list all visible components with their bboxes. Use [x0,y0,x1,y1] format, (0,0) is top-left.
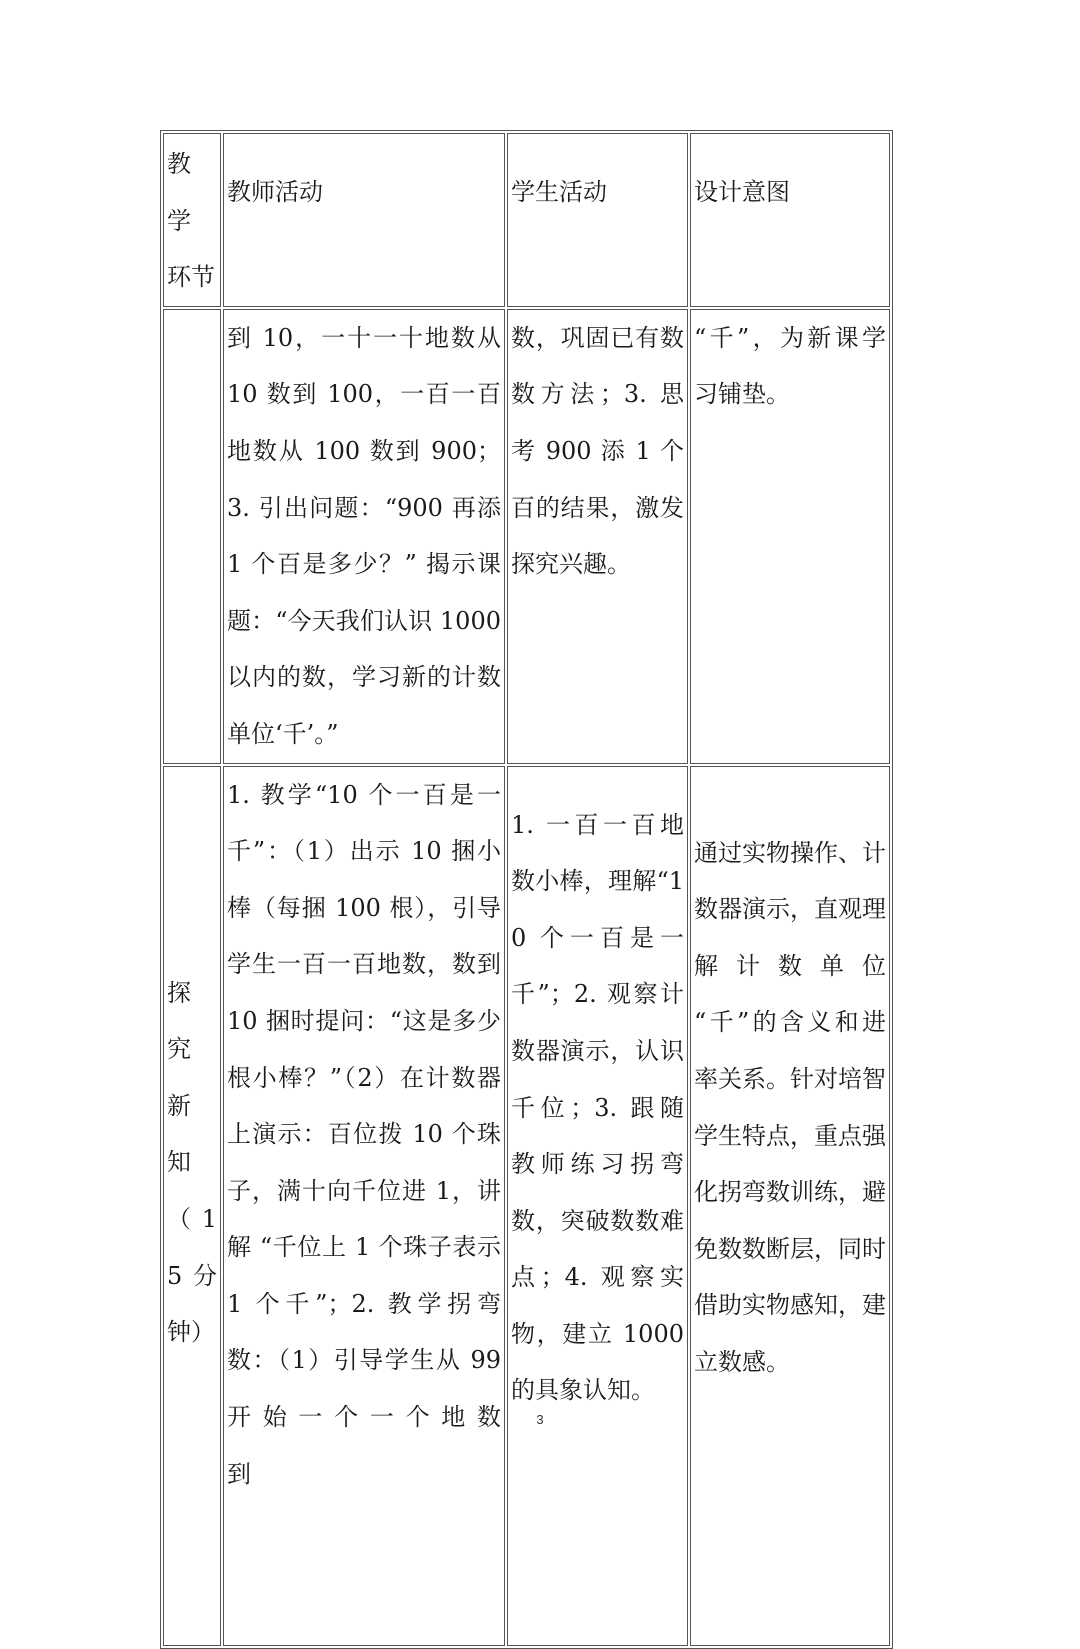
design-intent-cell: 通过实物操作、计数器演示，直观理解计数单位 “千”的含义和进率关系。针对培智学生特点，重点强化拐弯数训练，避免数数断层，同时借助实物感知，建立数感。 [690,766,890,1646]
student-activity-cell: 数，巩固已有数数方法；3. 思考 900 添 1 个百的结果，激发探究兴趣。 [507,309,688,764]
stage-cell: 探 究 新 知 （ 15 分钟） [163,766,221,1646]
stage-cell [163,309,221,764]
header-student: 学生活动 [507,133,688,307]
header-intent: 设计意图 [690,133,890,307]
header-stage: 教 学 环节 [163,133,221,307]
design-intent-cell: “千”，为新课学习铺垫。 [690,309,890,764]
teacher-activity-cell: 到 10，一十一十地数从 10 数到 100，一百一百地数从 100 数到 900；3. 引出问题：“900 再添 1 个百是多少？” 揭示课题：“今天我们认识 1000 以内的数，学习新的计数单位‘千’。” [223,309,505,764]
header-teacher: 教师活动 [223,133,505,307]
student-activity-cell: 1. 一百一百地数小棒，理解“10 个一百是一千”；2. 观察计数器演示，认识千位；3. 跟随教师练习拐弯数，突破数数难点；4. 观察实物，建立 1000 的具象认知。 [507,766,688,1646]
page-number: 3 [536,1412,544,1427]
table-row [163,766,890,1646]
table-row [163,309,890,764]
teacher-activity-cell: 1. 教学“10 个一百是一千”：（1）出示 10 捆小棒（每捆 100 根），引导学生一百一百地数，数到 10 捆时提问：“这是多少根小棒？”（2）在计数器上演示：百位拨 10 个珠子，满十向千位进 1，讲解 “千位上 1 个珠子表示 1 个千”；2. 教学拐弯数：（1）引导学生从 99 开 始 一 个 一 个 地 数 到 [223,766,505,1646]
header-row [163,133,890,307]
